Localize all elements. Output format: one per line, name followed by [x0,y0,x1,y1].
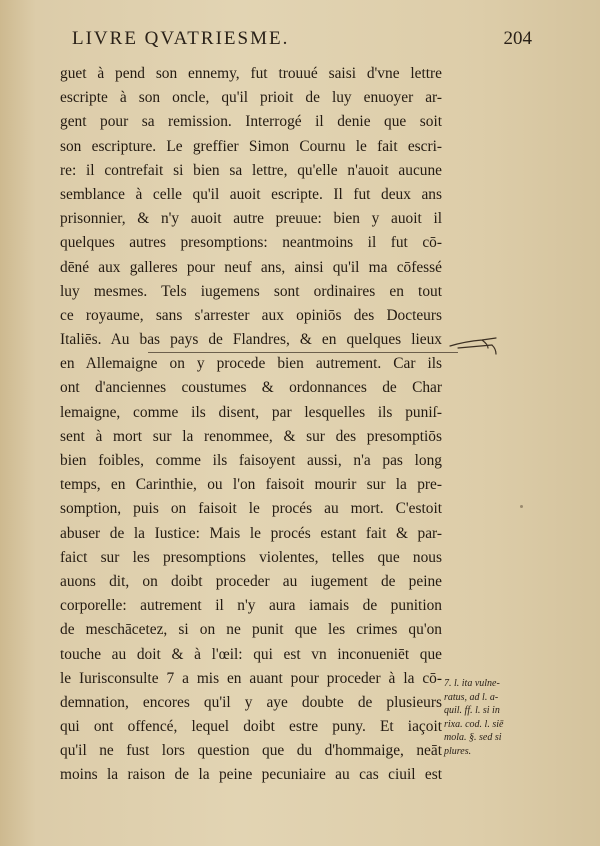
running-title: LIVRE QVATRIESME. [72,28,290,49]
text-line: faict sur les presomptions violentes, telles que nous [60,548,442,566]
text-line: escripte à son oncle, qu'il prioit de luy enuoyer ar- [60,89,442,107]
text-line: qui ont offencé, lequel doibt estre puny. Et iaçoit [60,718,442,736]
text-line: ont d'anciennes coustumes & ordonnances de Char [60,379,442,397]
text-line: de meschācetez, si on ne punit que les crimes qu'on [60,621,442,639]
marginal-note-line: rixa. cod. l. siē [444,718,504,730]
marginal-note-line: 7. l. ita vulne- [444,678,500,689]
text-line: Italiēs. Au bas pays de Flandres, & en quelques lieux [60,331,442,349]
marginal-note-line: quil. ff. l. si in [444,705,500,717]
page-header [72,28,532,56]
text-line: prisonnier, & n'y auoit autre preuue: bien y auoit il [60,210,442,228]
text-line: le Iurisconsulte 7 a mis en auant pour proceder à la cō- [60,669,442,687]
marginal-note-line: mola. §. sed si [444,732,502,744]
text-line: semblance à celle qu'il auoit escripte. Il fut deux ans [60,185,442,203]
reader-underline [148,352,458,353]
text-line: corporelle: autrement il n'y aura iamais de punition [60,597,442,615]
text-line: temps, en Carinthie, ou l'on faisoit mourir sur la pre- [60,476,442,494]
text-line: sent à mort sur la renommee, & sur des presomptiōs [60,427,442,445]
text-line: abuser de la Iustice: Mais le procés estant fait & par- [60,524,442,542]
text-line: auons dit, on doibt proceder au iugement de peine [60,572,442,590]
text-line: demnation, encores qu'il y aye doubte de plusieurs [60,693,442,711]
text-line: gent pour sa remission. Interrogé il denie que soit [60,113,442,131]
text-line: qu'il ne fust lors question que du d'hommaige, neāt [60,742,442,760]
page-number: 204 [503,28,532,49]
ink-spot [520,505,523,508]
text-line: somption, puis on faisoit le procés au mort. C'estoit [60,500,442,518]
text-line: luy mesmes. Tels iugemens sont ordinaires en tout [60,282,442,300]
text-line: bien foibles, comme ils faisoyent aussi, n'a pas long [60,452,442,469]
marginal-note [444,677,544,759]
text-line: son escripture. Le greffier Simon Cournu le fait escri- [60,137,442,155]
text-line: lemaigne, comme ils disent, par lesquelles ils puniſ- [60,403,442,421]
text-line: quelques autres presomptions: neantmoins il fut cō- [60,234,442,252]
text-line: moins la raison de la peine pecuniaire au cas ciuil est [60,766,442,784]
marginal-note-line: plures. [444,745,472,757]
text-line: guet à pend son ennemy, fut trouué saisi d'vne lettre [60,65,442,82]
text-line: ce royaume, sans s'arrester aux opiniōs des Docteurs [60,306,442,324]
text-line: re: il contrefait si bien sa lettre, qu'elle n'auoit aucune [60,161,442,179]
pointing-hand-icon [448,334,502,356]
text-line: en Allemaigne on y procede bien autrement. Car ils [60,355,442,373]
marginal-note-line: ratus, ad l. a- [444,691,499,703]
text-line: touche au doit & à l'œil: qui est vn inconueniēt que [60,645,442,663]
text-line: dēné aux galleres pour neuf ans, ainsi qu'il ma cōfessé [60,258,442,276]
main-text-block [60,62,442,788]
